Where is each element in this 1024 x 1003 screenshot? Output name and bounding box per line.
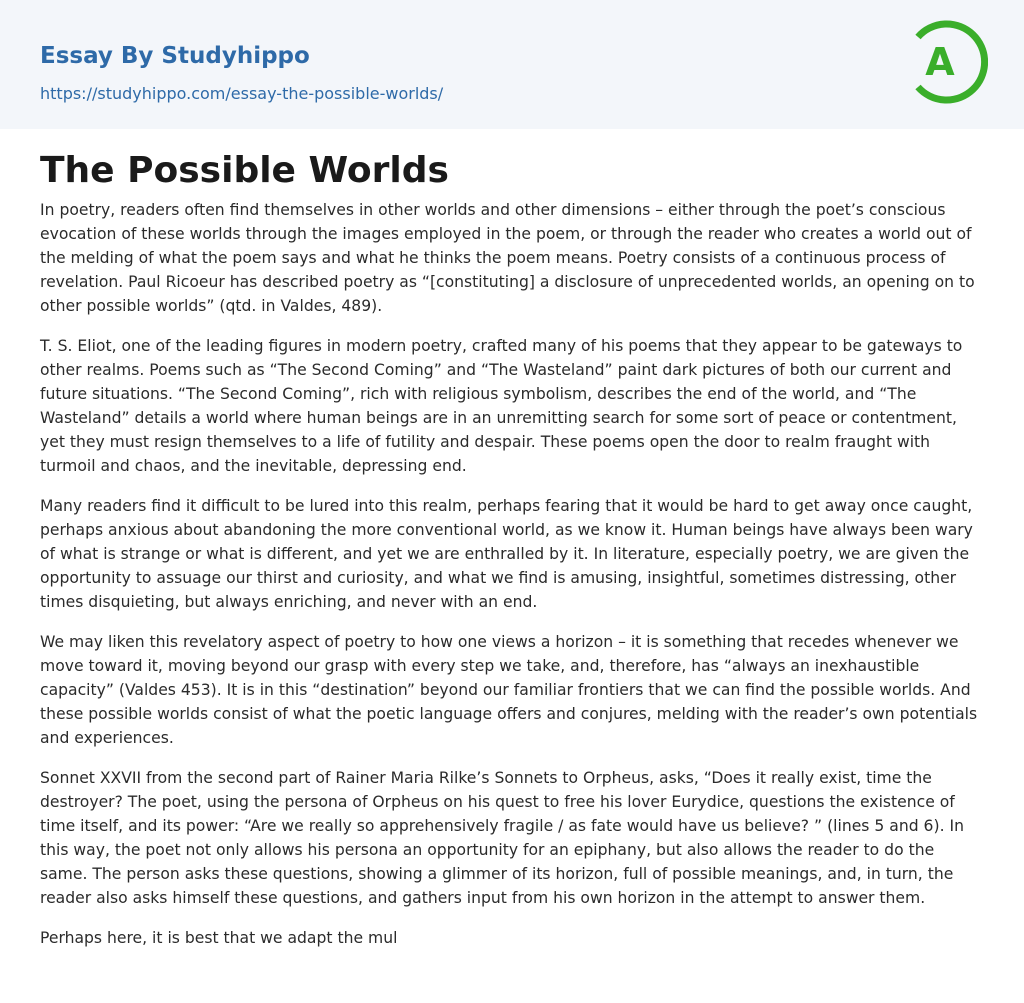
logo-letter: A	[925, 40, 955, 84]
essay-paragraph-2: T. S. Eliot, one of the leading figures in modern poetry, crafted many of his poems that they appear to be gateways to other realms. Poems such as “The Second Coming” and “The Wasteland” paint dark pictures of both our current and future situations. “The Second Coming”, rich with religious symbolism, describes the end of the world, and “The Wasteland” details a world where human beings are in an unremitting search for some sort of peace or contentment, yet they must resign themselves to a life of futility and despair. These poems open the door to realm fraught with turmoil and chaos, and the inevitable, depressing end.	[40, 337, 963, 475]
essay-url-link[interactable]: https://studyhippo.com/essay-the-possible-worlds/	[40, 84, 444, 103]
essay-paragraph-3: Many readers find it difficult to be lured into this realm, perhaps fearing that it would be hard to get away once caught, perhaps anxious about abandoning the more conventional world, as we know it. Human beings have always been wary of what is strange or what is different, and yet we are enthralled by it. In literature, especially poetry, we are given the opportunity to assuage our thirst and curiosity, and what we find is amusing, insightful, sometimes distressing, other times disquieting, but always enriching, and never with an end.	[40, 497, 973, 611]
essay-content	[40, 198, 984, 950]
site-title[interactable]: Essay By Studyhippo	[40, 43, 310, 69]
essay-main	[0, 129, 1024, 950]
studyhippo-logo-icon[interactable]	[904, 18, 988, 106]
essay-paragraph-5: Sonnet XXVII from the second part of Rainer Maria Rilke’s Sonnets to Orpheus, asks, “Does it really exist, time the destroyer? The poet, using the persona of Orpheus on his quest to free his lover Eurydice, questions the existence of time itself, and its power: “Are we really so apprehensively fragile / as fate would have us believe? ” (lines 5 and 6). In this way, the poet not only allows his persona an opportunity for an epiphany, but also allows the reader to do the same. The person asks these questions, showing a glimmer of its horizon, full of possible meanings, and, in turn, the reader also asks himself these questions, and gathers input from his own horizon in the attempt to answer them.	[40, 769, 964, 907]
essay-title: The Possible Worlds	[40, 150, 449, 191]
essay-paragraph-1: In poetry, readers often find themselves in other worlds and other dimensions – either through the poet’s conscious evocation of these worlds through the images employed in the poem, or through the reader who creates a world out of the melding of what the poem says and what he thinks the poem means. Poetry consists of a continuous process of revelation. Paul Ricoeur has described poetry as “[constituting] a disclosure of unprecedented worlds, an opening on to other possible worlds” (qtd. in Valdes, 489).	[40, 201, 975, 315]
essay-paragraph-4: We may liken this revelatory aspect of poetry to how one views a horizon – it is something that recedes whenever we move toward it, moving beyond our grasp with every step we take, and, therefore, has “always an inexhaustible capacity” (Valdes 453). It is in this “destination” beyond our familiar frontiers that we can find the possible worlds. And these possible worlds consist of what the poetic language offers and conjures, melding with the reader’s own potentials and experiences.	[40, 633, 978, 747]
site-header	[0, 0, 1024, 129]
essay-paragraph-6: Perhaps here, it is best that we adapt the mul	[40, 929, 398, 947]
